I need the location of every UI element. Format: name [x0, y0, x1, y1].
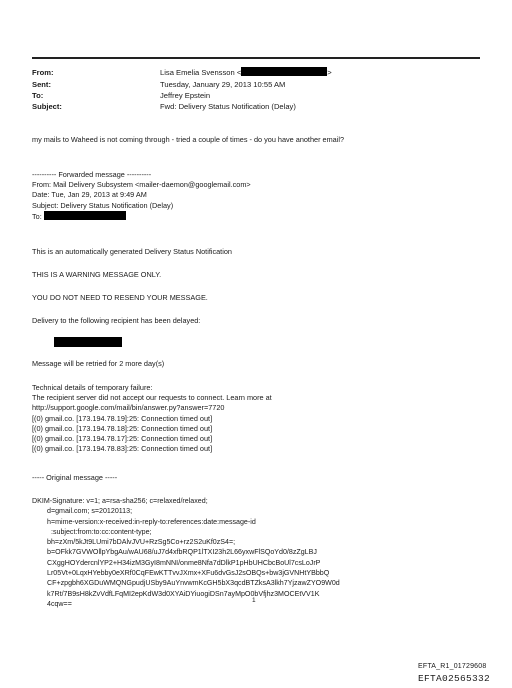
tech-line: http://support.google.com/mail/bin/answer.py?answer=7720: [32, 403, 225, 413]
to-value: Jeffrey Epstein: [160, 91, 211, 100]
header-rule: [32, 57, 480, 59]
subject-label: Subject:: [32, 102, 62, 111]
original-separator: ----- Original message -----: [32, 473, 118, 482]
dkim-line: Lr05Vt+0LqxHYebby0eXRf0CqFEwKTTvvJXmx+XFu6dvGsJ2sOBQs+bw3jGVNHtYBbbQ: [47, 569, 330, 578]
forwarded-header: [32, 170, 251, 221]
dkim-line: d=gmail.com; s=20120113;: [47, 507, 133, 516]
to-label: To:: [32, 91, 44, 100]
auto-notice: This is an automatically generated Delivery Status Notification: [32, 247, 232, 256]
tech-line: [(0) gmail.co. [173.194.78.17]:25: Connection timed out]: [32, 433, 213, 443]
dkim-line: h=mime-version:x-received:in-reply-to:references:date:message-id: [47, 517, 256, 526]
dkim-line: CF+zpgbh6XGDuWMQNGpudjUSby9AuYnvwmKcGH5bX3qcdBTZksA3lkh7YjzawZYO9W0d: [47, 579, 340, 588]
dkim-line: DKIM-Signature: v=1; a=rsa-sha256; c=relaxed/relaxed;: [32, 497, 208, 505]
no-resend-text: YOU DO NOT NEED TO RESEND YOUR MESSAGE.: [32, 293, 208, 302]
dkim-signature: [32, 496, 340, 609]
warning-text: THIS IS A WARNING MESSAGE ONLY.: [32, 270, 162, 279]
sent-label: Sent:: [32, 80, 51, 89]
tech-line: Technical details of temporary failure:: [32, 383, 153, 392]
from-label: From:: [32, 68, 54, 77]
dkim-line: 4cqw==: [47, 599, 72, 608]
redacted-recipient: [54, 337, 122, 347]
dkim-line: bh=zXm/5kJt9LUmi7bDAlvJVU+RzSg5Co+rz2S2uKf0zS4=;: [47, 538, 236, 547]
dkim-line: :subject:from:to:cc:content-type;: [51, 527, 152, 536]
efta-reference-small: EFTA_R1_01729608: [418, 663, 487, 670]
subject-value: Fwd: Delivery Status Notification (Delay): [160, 102, 296, 111]
dkim-line: CXggHOYdercnlYP2+H34izM3GyI8mNNI/onme8Nfa7dDlkP1pHbUHCbcBoUl7csLoJrP: [47, 558, 321, 567]
tech-line: [(0) gmail.co. [173.194.78.19]:25: Connection timed out]: [32, 413, 213, 423]
forwarded-from: From: Mail Delivery Subsystem <mailer-daemon@googlemail.com>: [32, 180, 251, 190]
redaction-box: [241, 67, 327, 76]
page-number: 1: [252, 597, 256, 604]
tech-line: [(0) gmail.co. [173.194.78.83]:25: Connection timed out]: [32, 444, 213, 454]
delayed-text: Delivery to the following recipient has been delayed:: [32, 316, 201, 325]
technical-details: [32, 383, 272, 454]
from-value: [160, 67, 332, 78]
redaction-box: [44, 211, 126, 220]
tech-line: The recipient server did not accept our requests to connect. Learn more at: [32, 393, 272, 403]
from-name: Lisa Emelia Svensson <: [160, 68, 242, 77]
dkim-line: b=OFkk7GVWOllpYbgAu/wAU68/uJ7d4xfbRQP1lTXI23h2L66yxwFlSQoYd0/8zZgLBJ: [47, 548, 317, 557]
tech-line: [(0) gmail.co. [173.194.78.18]:25: Connection timed out]: [32, 423, 213, 433]
message-text: my mails to Waheed is not coming through - tried a couple of times - do you have another email?: [32, 135, 345, 144]
dkim-line: k7Rt/7B9sH8kZvVdfLFqMI2epKdW3d0XYAiDYiuogiDSn7ayMpO0bVfjhz3MOCEtVV1K: [47, 589, 320, 598]
sent-value: Tuesday, January 29, 2013 10:55 AM: [160, 80, 286, 89]
forwarded-date: Date: Tue, Jan 29, 2013 at 9:49 AM: [32, 190, 147, 200]
from-close: >: [327, 68, 332, 77]
retry-text: Message will be retried for 2 more day(s): [32, 359, 165, 368]
forwarded-to-label: To:: [32, 211, 42, 221]
forward-separator: ---------- Forwarded message ----------: [32, 170, 152, 179]
forwarded-to: [32, 211, 251, 221]
forwarded-subject: Subject: Delivery Status Notification (Delay): [32, 200, 174, 210]
efta-reference-large: EFTA02565332: [418, 673, 491, 684]
